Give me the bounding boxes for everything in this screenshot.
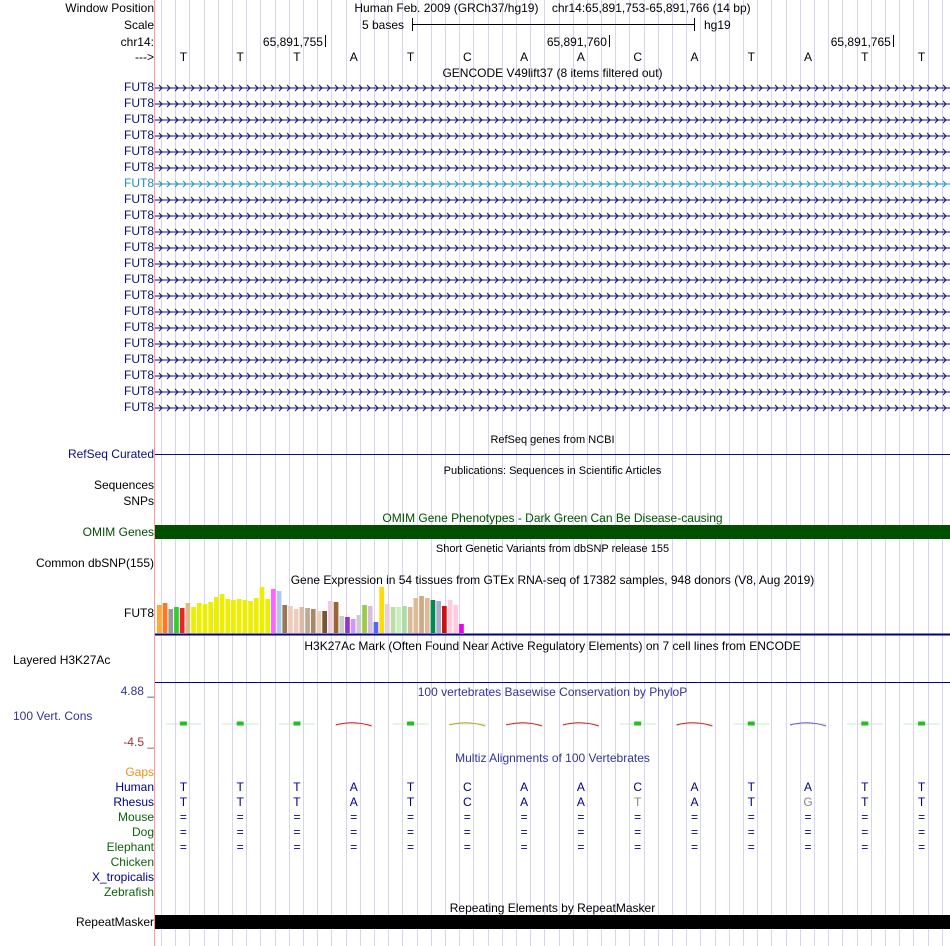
chrom-label: chr14: [120,35,154,49]
phylop-mark [919,722,925,725]
ruler-coordinate: 65,891,755 [262,35,323,49]
multiz-base: T [406,795,415,809]
scale-label: Scale [123,18,154,32]
multiz-base: = [407,810,415,824]
gtex-tissue-bar[interactable] [368,606,373,633]
multiz-base: = [407,825,415,839]
repeatmasker-track-title: Repeating Elements by RepeatMasker [449,901,656,915]
multiz-base: = [407,840,415,854]
gtex-tissue-bar[interactable] [157,605,162,633]
multiz-base: = [236,810,244,824]
phylop-mark [237,722,243,725]
gencode-gene-label[interactable]: FUT8 [124,384,154,398]
multiz-species-label[interactable]: Chicken [110,855,154,869]
gencode-gene-label[interactable]: FUT8 [124,224,154,238]
multiz-base: T [179,795,188,809]
multiz-base: = [634,840,642,854]
multiz-base: = [690,825,698,839]
multiz-base: = [634,810,642,824]
dbsnp-track-label[interactable]: Common dbSNP(155) [35,556,154,570]
multiz-species-label[interactable]: Mouse [117,810,154,824]
gtex-tissue-bar[interactable] [385,604,390,633]
scale-text: 5 bases [362,18,405,32]
multiz-base: A [690,780,699,794]
gencode-gene-label[interactable]: FUT8 [124,176,154,190]
ruler-header [155,1,950,15]
multiz-base: = [236,825,244,839]
gtex-tissue-bar[interactable] [402,606,407,633]
multiz-base: = [861,840,869,854]
gencode-gene-label[interactable]: FUT8 [124,400,154,414]
gencode-gene-label[interactable]: FUT8 [124,368,154,382]
ruler-base: A [576,50,585,64]
multiz-base: = [690,840,698,854]
multiz-base: = [747,840,755,854]
multiz-base: = [577,825,585,839]
ruler-base: T [179,50,188,64]
gtex-tissue-bar[interactable] [448,600,453,633]
repeatmasker-bar[interactable] [155,915,950,929]
h3k27ac-track-label[interactable]: Layered H3K27Ac [13,653,111,667]
gtex-tissue-bar[interactable] [453,605,458,633]
multiz-base: = [747,810,755,824]
multiz-base: T [917,780,926,794]
gtex-tissue-bar[interactable] [431,600,436,633]
multiz-base: = [861,810,869,824]
multiz-base: A [804,780,813,794]
multiz-base: = [179,840,187,854]
phylop-mark [180,722,186,725]
h3k27ac-baseline [155,682,950,683]
multiz-species-label[interactable]: Dog [131,825,154,839]
gencode-gene-label[interactable]: FUT8 [124,240,154,254]
multiz-base: C [633,780,642,794]
phylop-mark [748,722,754,725]
gtex-tissue-bar[interactable] [254,598,259,633]
gtex-tissue-bar[interactable] [174,607,179,633]
gtex-tissue-bar[interactable] [294,609,299,633]
multiz-base: = [577,810,585,824]
phylop-min-label: -4.5 _ [123,735,154,749]
gencode-gene-label[interactable]: FUT8 [124,272,154,286]
phylop-mark [408,722,414,725]
gtex-tissue-bar[interactable] [459,624,464,633]
multiz-base: T [293,780,301,794]
repeatmasker-track-label[interactable]: RepeatMasker [75,915,154,929]
ruler-base: C [633,50,642,64]
gtex-tissue-bar[interactable] [322,611,327,633]
ruler-coordinate: 65,891,765 [830,35,891,49]
ruler-base: T [747,50,755,64]
multiz-base: A [576,795,585,809]
multiz-base: T [917,795,926,809]
gencode-transcripts[interactable] [155,80,950,430]
h3k27ac-track-title: H3K27Ac Mark (Often Found Near Active Regulatory Elements) on 7 cell lines from ENCODE [304,639,801,653]
gencode-gene-label[interactable]: FUT8 [124,352,154,366]
refseq-track-title: RefSeq genes from NCBI [490,434,615,446]
multiz-base: = [804,825,812,839]
multiz-species-label[interactable]: Zebrafish [103,885,154,899]
omim-track-label[interactable]: OMIM Genes [82,525,154,539]
gtex-tissue-bar[interactable] [419,596,424,633]
multiz-base: T [236,780,244,794]
ruler-base: A [349,50,358,64]
ruler-base: T [293,50,301,64]
phylop-track-title: 100 vertebrates Basewise Conservation by PhyloP [417,685,688,699]
gtex-tissue-bar[interactable] [311,609,316,633]
gtex-tissue-bar[interactable] [225,599,230,633]
multiz-base: = [690,810,698,824]
multiz-base: = [463,840,471,854]
multiz-base: = [804,810,812,824]
gtex-tissue-bar[interactable] [248,601,253,633]
gtex-tissue-bar[interactable] [379,587,384,633]
multiz-base: = [293,825,301,839]
scale-assembly: hg19 [704,18,731,32]
ruler-base: C [462,50,472,64]
strand-label: ---> [135,50,154,64]
gtex-tissue-bar[interactable] [243,600,248,633]
multiz-base: = [520,825,528,839]
multiz-base: = [293,840,301,854]
multiz-base: = [293,810,301,824]
multiz-base: A [520,780,529,794]
multiz-base: = [350,825,358,839]
scale-bar-right-tick [694,18,695,31]
ruler-base: A [804,50,813,64]
ruler-coordinate-tick [325,35,326,47]
position-title: chr14:65,891,753-65,891,766 (14 bp) [551,1,751,15]
multiz-species-label[interactable]: Human [115,780,154,794]
gtex-tissue-bar[interactable] [191,607,196,633]
gtex-tissue-bar[interactable] [288,606,293,633]
gtex-tissue-bar[interactable] [231,600,236,633]
multiz-base: = [918,825,926,839]
gencode-gene-label[interactable]: FUT8 [124,128,154,142]
ruler-base: T [406,50,415,64]
gtex-tissue-bar[interactable] [282,605,287,633]
multiz-base: A [349,795,358,809]
multiz-base: C [462,780,472,794]
ruler-base: A [690,50,699,64]
multiz-base: T [634,795,642,809]
track-data-area [155,0,950,946]
gtex-tissue-bar[interactable] [425,598,430,633]
omim-track-title: OMIM Gene Phenotypes - Dark Green Can Be Disease-causing [382,511,723,525]
gtex-tissue-bar[interactable] [374,622,379,633]
gencode-track-title: GENCODE V49lift37 (8 items filtered out) [442,66,663,80]
multiz-base: A [349,780,358,794]
refseq-transcript[interactable] [155,454,950,455]
gencode-gene-label[interactable]: FUT8 [124,144,154,158]
gtex-tissue-bar[interactable] [328,601,333,633]
gtex-tissue-bar[interactable] [305,608,310,633]
multiz-base: A [520,795,529,809]
gtex-tissue-bar[interactable] [396,607,401,633]
multiz-base: = [236,840,244,854]
multiz-base: T [179,780,188,794]
multiz-base: = [463,825,471,839]
multiz-base: = [350,840,358,854]
gencode-gene-label[interactable]: FUT8 [124,208,154,222]
multiz-base: = [861,825,869,839]
gtex-tissue-bar[interactable] [168,609,173,633]
publications-track-title: Publications: Sequences in Scientific Articles [443,465,662,477]
gencode-gene-label[interactable]: FUT8 [124,112,154,126]
gencode-gene-label[interactable]: FUT8 [124,304,154,318]
multiz-base: = [634,825,642,839]
scale-bar [412,24,694,25]
gtex-tissue-bar[interactable] [214,597,219,633]
multiz-base: = [179,810,187,824]
multiz-base: = [520,840,528,854]
gtex-tissue-bar[interactable] [271,589,276,633]
gtex-tissue-bar[interactable] [220,594,225,633]
gencode-gene-label[interactable]: FUT8 [124,256,154,270]
gtex-tissue-bar[interactable] [436,601,441,633]
refseq-track-label[interactable]: RefSeq Curated [67,447,154,461]
phylop-track-label[interactable]: 100 Vert. Cons [13,709,93,723]
multiz-base: T [747,780,755,794]
phylop-mark [294,722,300,725]
omim-gene-bar[interactable] [155,525,950,539]
gtex-tissue-bar[interactable] [362,605,367,633]
multiz-base: = [463,810,471,824]
multiz-base: = [747,825,755,839]
multiz-species-label[interactable]: Rhesus [113,795,154,809]
multiz-species-label[interactable]: Elephant [106,840,154,854]
gtex-tissue-bar[interactable] [265,599,270,633]
multiz-track-title: Multiz Alignments of 100 Vertebrates [455,751,650,765]
gtex-bar-chart[interactable] [155,586,950,636]
multiz-base: = [520,810,528,824]
gencode-gene-label[interactable]: FUT8 [124,96,154,110]
gtex-tissue-bar[interactable] [197,603,202,633]
gtex-tissue-bar[interactable] [317,611,322,633]
multiz-base: = [918,840,926,854]
gtex-track-label[interactable]: FUT8 [124,606,154,620]
window-position-label: Window Position [65,1,154,15]
dbsnp-track-title: Short Genetic Variants from dbSNP release 155 [435,543,670,555]
gencode-gene-label[interactable]: FUT8 [124,80,154,94]
gtex-tissue-bar[interactable] [277,591,282,633]
gtex-tissue-bar[interactable] [391,607,396,633]
multiz-base: T [861,780,869,794]
multiz-base: A [690,795,699,809]
sequences-track-label[interactable]: Sequences [93,478,154,492]
gencode-gene-label[interactable]: FUT8 [124,336,154,350]
multiz-base: T [406,780,415,794]
multiz-base: T [293,795,301,809]
ruler-base: T [917,50,926,64]
multiz-base: A [576,780,585,794]
gencode-gene-label[interactable]: FUT8 [124,192,154,206]
multiz-base: T [236,795,244,809]
ruler-base: T [236,50,244,64]
gtex-tissue-bar[interactable] [237,599,242,633]
gtex-tissue-bar[interactable] [339,616,344,633]
gtex-tissue-bar[interactable] [345,617,350,633]
gencode-gene-label[interactable]: FUT8 [124,160,154,174]
gtex-tissue-bar[interactable] [163,603,168,633]
gtex-tissue-bar[interactable] [260,587,265,633]
multiz-base: = [918,810,926,824]
ruler-coordinate: 65,891,760 [546,35,607,49]
gtex-tissue-bar[interactable] [442,606,447,633]
assembly-title: Human Feb. 2009 (GRCh37/hg19) [354,1,539,15]
gtex-tissue-bar[interactable] [180,608,185,633]
gtex-tissue-bar[interactable] [351,619,356,633]
phylop-signal[interactable] [155,710,950,740]
phylop-max-label: 4.88 _ [120,684,154,698]
snps-track-label[interactable]: SNPs [123,494,154,508]
gtex-tissue-bar[interactable] [357,615,362,633]
gtex-tissue-bar[interactable] [334,602,339,633]
multiz-species-label[interactable]: X_tropicalis [91,870,154,884]
phylop-mark [862,722,868,725]
multiz-base: G [803,795,813,809]
multiz-base: = [577,840,585,854]
multiz-base: = [350,810,358,824]
gtex-track-title: Gene Expression in 54 tissues from GTEx RNA-seq of 17382 samples, 948 donors (V8, Aug 2019) [290,573,815,587]
ruler-coordinate-tick [609,35,610,47]
multiz-base: C [462,795,472,809]
gtex-tissue-bar[interactable] [203,604,208,633]
track-label-column [0,0,154,946]
gencode-gene-label[interactable]: FUT8 [124,288,154,302]
multiz-base: = [804,840,812,854]
ruler-coordinate-tick [893,35,894,47]
gtex-tissue-bar[interactable] [208,602,213,633]
phylop-mark [635,722,641,725]
gencode-gene-label[interactable]: FUT8 [124,320,154,334]
multiz-gaps-label: Gaps [125,765,154,779]
multiz-base: T [747,795,755,809]
gtex-tissue-bar[interactable] [408,607,413,633]
ruler-base: A [520,50,529,64]
gtex-tissue-bar[interactable] [186,603,191,633]
ruler-base: T [861,50,869,64]
multiz-base: = [179,825,187,839]
scale-bar-left-tick [412,18,413,31]
gtex-tissue-bar[interactable] [414,598,419,633]
gtex-tissue-bar[interactable] [300,607,305,633]
multiz-base: T [861,795,869,809]
